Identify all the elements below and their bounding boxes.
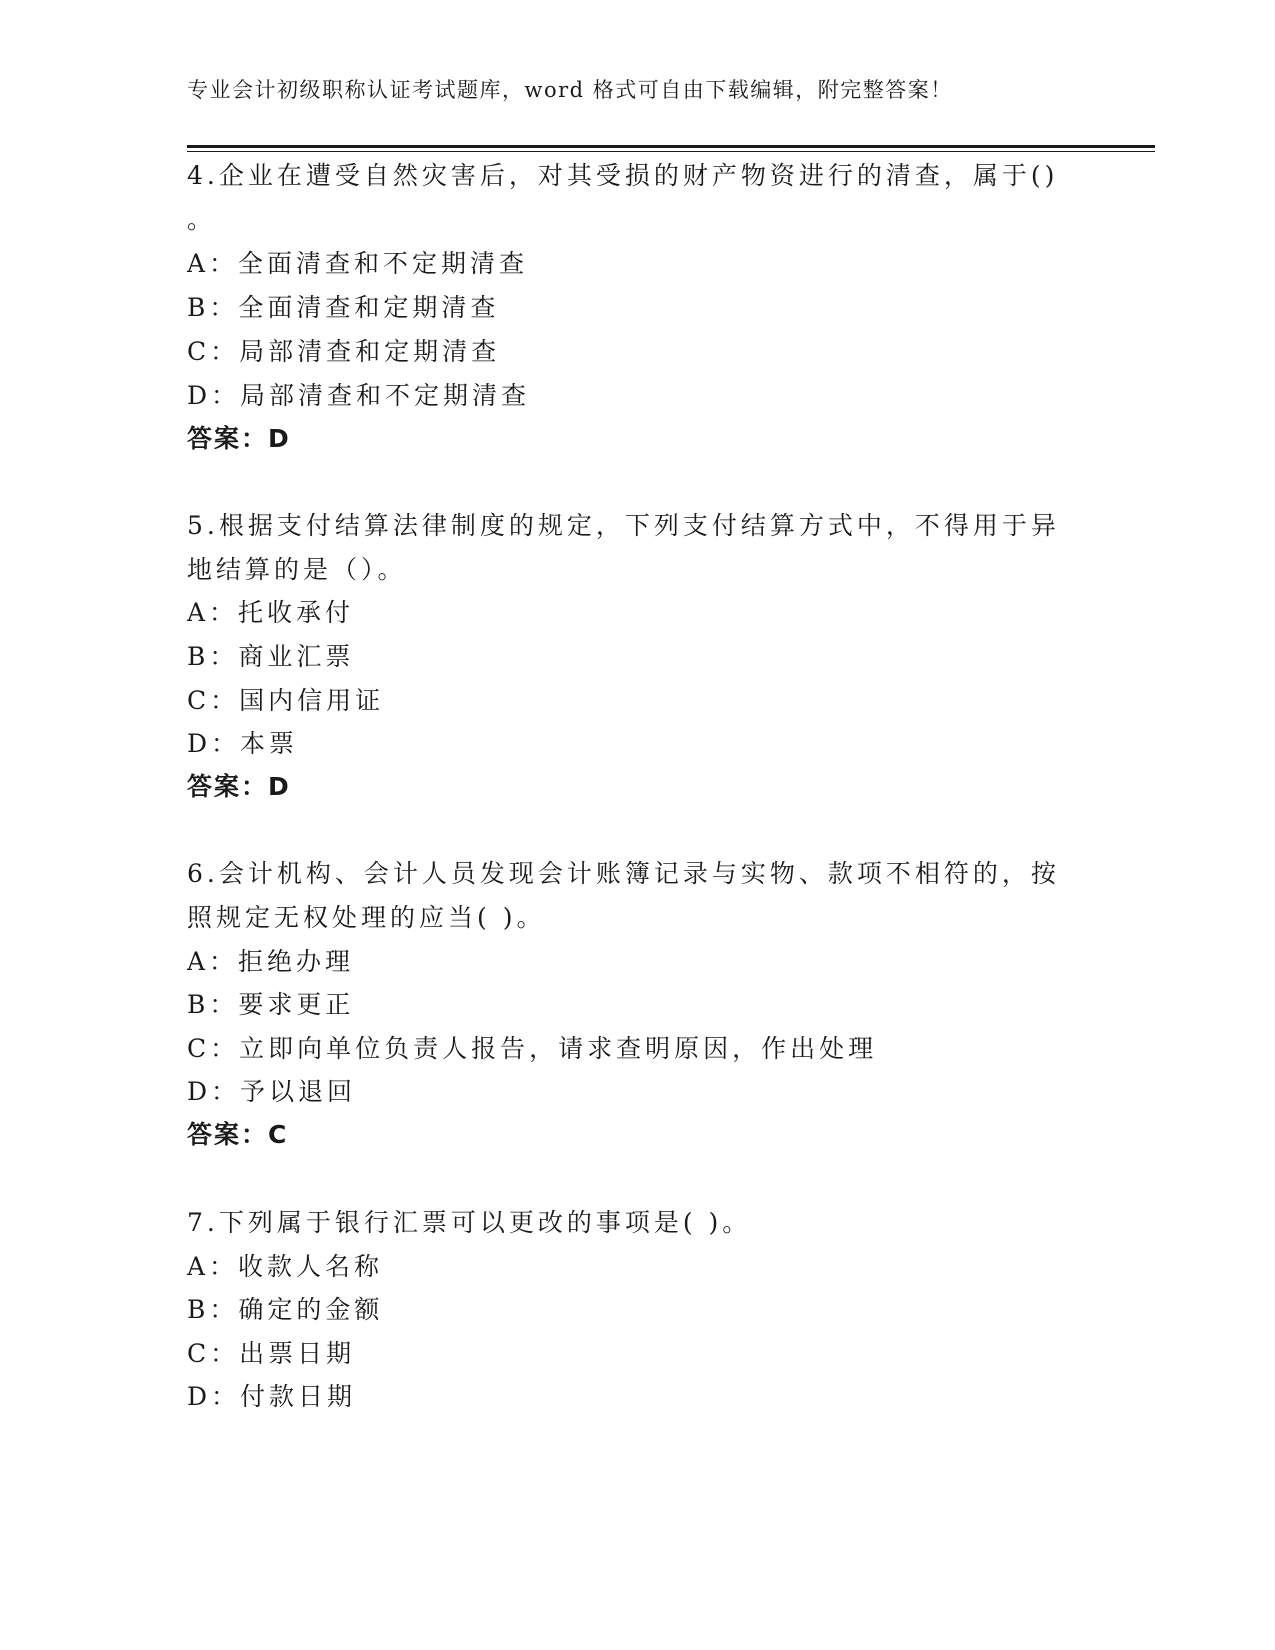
- question-4-stem-line-1: 4.企业在遭受自然灾害后，对其受损的财产物资进行的清查，属于(): [187, 161, 1059, 190]
- question-6-option-c: C：立即向单位负责人报告，请求查明原因，作出处理: [187, 1034, 878, 1063]
- question-5-option-d: D：本票: [187, 729, 299, 758]
- question-4-option-c: C：局部清查和定期清查: [187, 337, 501, 366]
- question-7-option-d: D：付款日期: [187, 1382, 357, 1411]
- question-6-stem-line-1: 6.会计机构、会计人员发现会计账簿记录与实物、款项不相符的，按: [187, 859, 1060, 888]
- question-6-option-a: A：拒绝办理: [187, 947, 355, 976]
- question-6-option-b: B：要求更正: [187, 990, 355, 1019]
- header-rule-thin: [187, 151, 1155, 152]
- question-5-stem-line-2: 地结算的是（）。: [187, 555, 407, 584]
- question-7-option-b: B：确定的金额: [187, 1295, 384, 1324]
- question-7-option-a: A：收款人名称: [187, 1252, 384, 1281]
- question-5-option-a: A：托收承付: [187, 598, 355, 627]
- question-4-stem-line-2: 。: [187, 205, 217, 234]
- question-7-stem-line-1: 7.下列属于银行汇票可以更改的事项是( )。: [187, 1208, 752, 1237]
- question-7-option-c: C：出票日期: [187, 1339, 356, 1368]
- question-5-option-c: C：国内信用证: [187, 686, 385, 715]
- page-header-title: 专业会计初级职称认证考试题库，word 格式可自由下载编辑，附完整答案！: [187, 78, 953, 102]
- question-4-option-d: D：局部清查和不定期清查: [187, 381, 531, 410]
- question-6-stem-line-2: 照规定无权处理的应当( )。: [187, 903, 546, 932]
- question-5-stem-line-1: 5.根据支付结算法律制度的规定，下列支付结算方式中，不得用于异: [187, 511, 1060, 540]
- header-rule-thick: [187, 145, 1155, 148]
- question-4-option-a: A：全面清查和不定期清查: [187, 249, 529, 278]
- question-5-option-b: B：商业汇票: [187, 642, 355, 671]
- question-4-answer: 答案：D: [187, 424, 291, 453]
- question-6-option-d: D：予以退回: [187, 1077, 357, 1106]
- question-4-option-b: B：全面清查和定期清查: [187, 293, 500, 322]
- question-5-answer: 答案：D: [187, 772, 291, 801]
- question-6-answer: 答案：C: [187, 1120, 289, 1149]
